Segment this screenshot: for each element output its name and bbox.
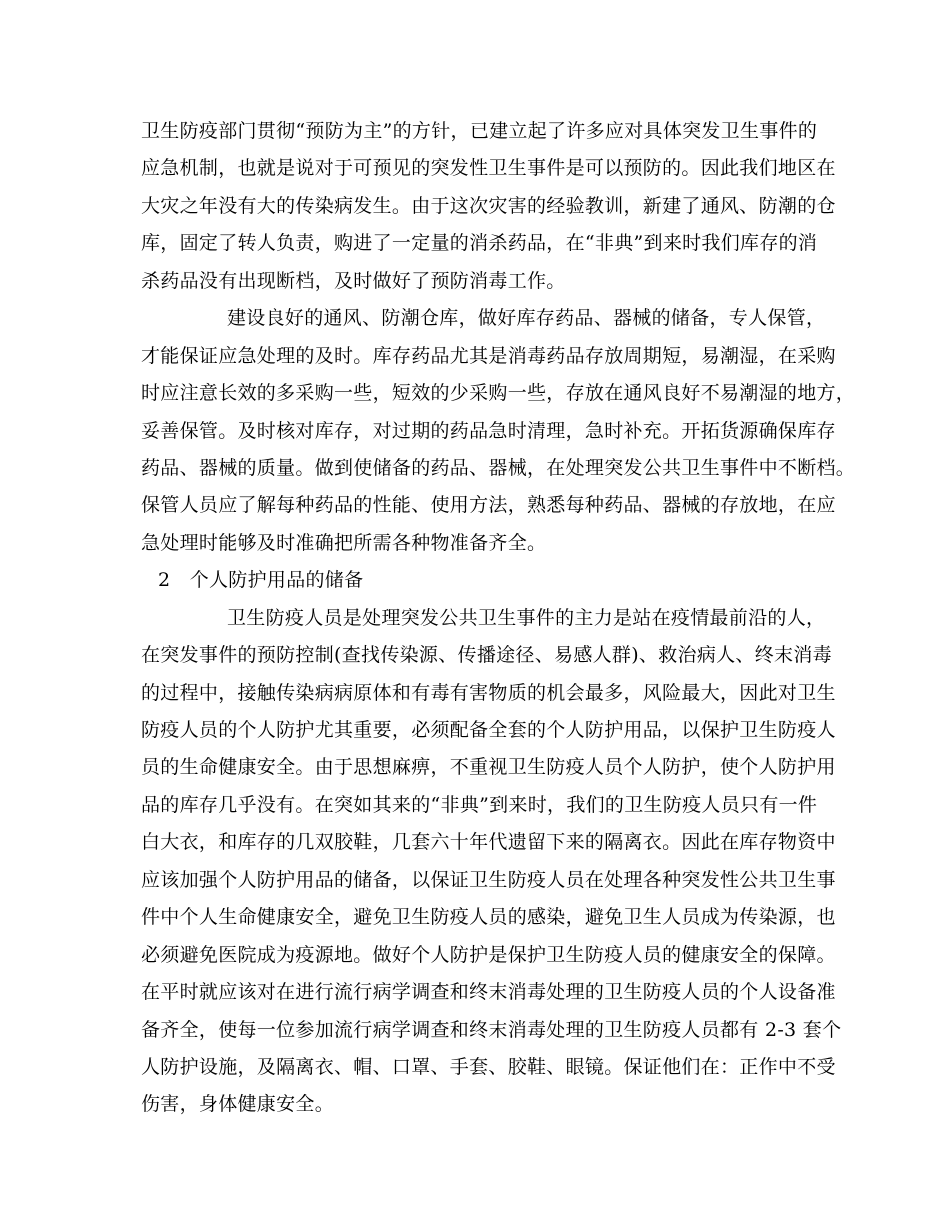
text-line: 白大衣，和库存的几双胶鞋，几套六十年代遗留下来的隔离衣。因此在库存物资中: [141, 831, 836, 853]
text-line: 时应注意长效的多采购一些，短效的少采购一些，存放在通风良好不易潮湿的地方，: [141, 382, 856, 404]
text-line: 药品、器械的质量。做到使储备的药品、器械，在处理突发公共卫生事件中不断档。: [141, 457, 856, 479]
text-line: 员的生命健康安全。由于思想麻痹，不重视卫生防疫人员个人防护，使个人防护用: [141, 756, 836, 778]
text-line: 卫生防疫部门贯彻“预防为主”的方针，已建立起了许多应对具体突发卫生事件的: [141, 120, 818, 142]
text-line: 件中个人生命健康安全，避免卫生防疫人员的感染，避免卫生人员成为传染源，也: [141, 906, 836, 928]
text-line: 在平时就应该对在进行流行病学调查和终末消毒处理的卫生防疫人员的个人设备准: [141, 981, 836, 1003]
text-line: 防疫人员的个人防护尤其重要，必须配备全套的个人防护用品，以保护卫生防疫人: [141, 719, 836, 741]
text-line: 大灾之年没有大的传染病发生。由于这次灾害的经验教训，新建了通风、防潮的仓: [141, 195, 836, 217]
text-line: 应急机制，也就是说对于可预见的突发性卫生事件是可以预防的。因此我们地区在: [141, 157, 836, 179]
text-line: 保管人员应了解每种药品的性能、使用方法，熟悉每种药品、器械的存放地，在应: [141, 494, 836, 516]
text-line: 备齐全，使每一位参加流行病学调查和终末消毒处理的卫生防疫人员都有 2-3 套个: [141, 1019, 842, 1041]
text-line: 杀药品没有出现断档，及时做好了预防消毒工作。: [141, 270, 566, 292]
text-line: 库，固定了转人负责，购进了一定量的消杀药品，在“非典”到来时我们库存的消: [141, 232, 818, 254]
text-line: 的过程中，接触传染病病原体和有毒有害物质的机会最多，风险最大，因此对卫生: [141, 682, 836, 704]
text-line: 在突发事件的预防控制(查找传染源、传播途径、易感人群)、救治病人、终末消毒: [141, 644, 832, 666]
text-line: 必须避免医院成为疫源地。做好个人防护是保护卫生防疫人员的健康安全的保障。: [141, 944, 836, 966]
text-line-indented: 卫生防疫人员是处理突发公共卫生事件的主力是站在疫情最前沿的人，: [227, 607, 826, 629]
text-line: 人防护设施，及隔离衣、帽、口罩、手套、胶鞋、眼镜。保证他们在：正作中不受: [141, 1056, 836, 1078]
text-line-indented: 建设良好的通风、防潮仓库，做好库存药品、器械的储备，专人保管，: [227, 307, 826, 329]
text-line: 品的库存几乎没有。在突如其来的“非典”到来时，我们的卫生防疫人员只有一件: [141, 794, 818, 816]
section-heading: 2 个人防护用品的储备: [158, 569, 364, 591]
text-line: 急处理时能够及时准确把所需各种物准备齐全。: [141, 532, 547, 554]
text-line: 才能保证应急处理的及时。库存药品尤其是消毒药品存放周期短，易潮湿，在采购: [141, 345, 836, 367]
text-line: 妥善保管。及时核对库存，对过期的药品急时清理，急时补充。开拓货源确保库存: [141, 420, 836, 442]
text-line: 伤害，身体健康安全。: [141, 1093, 335, 1115]
text-line: 应该加强个人防护用品的储备，以保证卫生防疫人员在处理各种突发性公共卫生事: [141, 869, 836, 891]
